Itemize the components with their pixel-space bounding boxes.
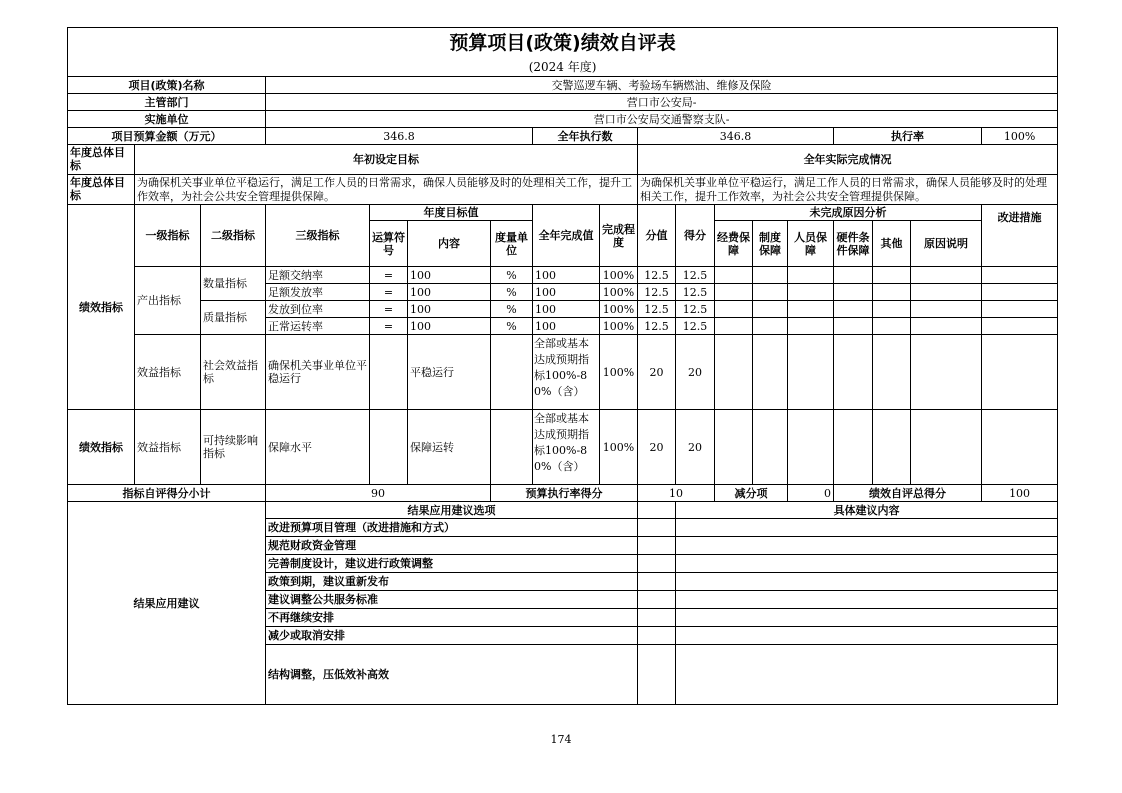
output-indicator-label: 产出指标 bbox=[135, 267, 201, 335]
indicator-score: 12.5 bbox=[676, 267, 715, 284]
empty-cell bbox=[911, 284, 982, 301]
indicator-value: 12.5 bbox=[638, 267, 676, 284]
empty-cell bbox=[982, 284, 1058, 301]
indicator-value: 12.5 bbox=[638, 318, 676, 335]
performance-indicator-label: 绩效指标 bbox=[68, 205, 135, 410]
quality-indicator-label: 质量指标 bbox=[201, 301, 266, 335]
benefit1-level2: 社会效益指标 bbox=[201, 335, 266, 410]
suggestion-detail-cell bbox=[676, 645, 1058, 705]
col-r3: 人员保障 bbox=[788, 221, 834, 267]
col-r5: 其他 bbox=[873, 221, 911, 267]
empty-cell bbox=[370, 410, 408, 485]
unit-label: 实施单位 bbox=[68, 111, 266, 128]
empty-cell bbox=[788, 267, 834, 284]
budget-score-value: 10 bbox=[638, 485, 715, 502]
benefit2-score: 20 bbox=[676, 410, 715, 485]
col-reason-group: 未完成原因分析 bbox=[715, 205, 982, 221]
actual-goal-content: 为确保机关事业单位平稳运行，满足工作人员的日常需求，确保人员能够及时的处理相关工作，提升工作效率，为社会公共安全管理提供保障。 bbox=[640, 175, 1047, 203]
indicator-name: 足额发放率 bbox=[266, 284, 370, 301]
deduct-value: 0 bbox=[788, 485, 834, 502]
table-row bbox=[68, 267, 1058, 284]
suggestion-option: 减少或取消安排 bbox=[266, 627, 638, 645]
indicator-degree: 100% bbox=[600, 284, 638, 301]
indicator-operator: = bbox=[370, 301, 408, 318]
col-target-group: 年度目标值 bbox=[370, 205, 533, 221]
col-level3: 三级指标 bbox=[266, 205, 370, 267]
benefit2-actual: 全部或基本达成预期指标100%-80%（含） bbox=[534, 411, 589, 473]
indicator-score: 12.5 bbox=[676, 318, 715, 335]
actual-goal-header: 全年实际完成情况 bbox=[638, 145, 1058, 175]
suggestion-option: 不再继续安排 bbox=[266, 609, 638, 627]
empty-cell bbox=[911, 267, 982, 284]
initial-goal-content: 为确保机关事业单位平稳运行，满足工作人员的日常需求，确保人员能够及时的处理相关工作，提升工作效率，为社会公共安全管理提供保障。 bbox=[137, 175, 632, 203]
dept-value: 营口市公安局- bbox=[266, 94, 1058, 111]
empty-cell bbox=[788, 301, 834, 318]
empty-cell bbox=[753, 267, 788, 284]
empty-cell bbox=[753, 335, 788, 410]
budget-label: 项目预算金额（万元） bbox=[68, 128, 266, 145]
indicator-content: 100 bbox=[408, 284, 491, 301]
empty-cell bbox=[873, 301, 911, 318]
exec-label: 全年执行数 bbox=[533, 128, 638, 145]
indicator-content: 100 bbox=[408, 301, 491, 318]
suggestion-section-label: 结果应用建议 bbox=[68, 502, 266, 705]
indicator-degree: 100% bbox=[600, 301, 638, 318]
empty-cell bbox=[753, 410, 788, 485]
benefit1-level1: 效益指标 bbox=[135, 335, 201, 410]
suggestion-detail-cell bbox=[676, 573, 1058, 591]
indicator-degree: 100% bbox=[600, 318, 638, 335]
benefit2-content: 保障运转 bbox=[408, 410, 491, 485]
suggestion-check-cell bbox=[638, 573, 676, 591]
indicator-actual: 100 bbox=[533, 267, 600, 284]
empty-cell bbox=[753, 284, 788, 301]
empty-cell bbox=[753, 301, 788, 318]
benefit1-degree: 100% bbox=[600, 335, 638, 410]
total-score-value: 100 bbox=[982, 485, 1058, 502]
indicator-value: 12.5 bbox=[638, 284, 676, 301]
unit-value: 营口市公安局交通警察支队- bbox=[266, 111, 1058, 128]
budget-score-label: 预算执行率得分 bbox=[491, 485, 638, 502]
suggestion-check-cell bbox=[638, 609, 676, 627]
indicator-score: 12.5 bbox=[676, 284, 715, 301]
empty-cell bbox=[638, 502, 676, 519]
annual-goal-label-text: 年度总体目标 bbox=[70, 145, 125, 172]
empty-cell bbox=[982, 335, 1058, 410]
benefit1-actual-cell bbox=[533, 335, 600, 410]
empty-cell bbox=[911, 410, 982, 485]
col-r6: 原因说明 bbox=[911, 221, 982, 267]
empty-cell bbox=[715, 410, 753, 485]
empty-cell bbox=[715, 335, 753, 410]
suggestion-detail-cell bbox=[676, 537, 1058, 555]
indicator-operator: = bbox=[370, 318, 408, 335]
indicator-content: 100 bbox=[408, 267, 491, 284]
empty-cell bbox=[982, 318, 1058, 335]
col-score: 得分 bbox=[676, 205, 715, 267]
empty-cell bbox=[834, 318, 873, 335]
indicator-content: 100 bbox=[408, 318, 491, 335]
suggestion-detail-cell bbox=[676, 555, 1058, 573]
empty-cell bbox=[491, 335, 533, 410]
subtotal-value: 90 bbox=[266, 485, 491, 502]
suggestion-check-cell bbox=[638, 519, 676, 537]
suggestion-option: 建议调整公共服务标准 bbox=[266, 591, 638, 609]
table-row bbox=[68, 301, 1058, 318]
indicator-unit: % bbox=[491, 301, 533, 318]
actual-goal-text bbox=[638, 175, 1058, 205]
benefit1-score: 20 bbox=[676, 335, 715, 410]
subtotal-label: 指标自评得分小计 bbox=[68, 485, 266, 502]
empty-cell bbox=[873, 410, 911, 485]
empty-cell bbox=[911, 301, 982, 318]
rate-value: 100% bbox=[982, 128, 1058, 145]
col-unit: 度量单位 bbox=[491, 221, 533, 267]
initial-goal-header: 年初设定目标 bbox=[135, 145, 638, 175]
year-subtitle: (2024 年度) bbox=[528, 60, 597, 74]
suggestion-detail-cell bbox=[676, 591, 1058, 609]
col-content: 内容 bbox=[408, 221, 491, 267]
empty-cell bbox=[753, 318, 788, 335]
benefit2-level3: 保障水平 bbox=[266, 410, 370, 485]
rate-label: 执行率 bbox=[834, 128, 982, 145]
suggestion-option: 改进预算项目管理（改进措施和方式） bbox=[266, 519, 638, 537]
col-degree: 完成程度 bbox=[600, 205, 638, 267]
page-title: 预算项目(政策)绩效自评表 bbox=[449, 32, 676, 54]
empty-cell bbox=[788, 318, 834, 335]
col-actual: 全年完成值 bbox=[533, 205, 600, 267]
indicator-actual: 100 bbox=[533, 318, 600, 335]
suggestion-option: 规范财政资金管理 bbox=[266, 537, 638, 555]
indicator-unit: % bbox=[491, 284, 533, 301]
empty-cell bbox=[873, 318, 911, 335]
empty-cell bbox=[834, 335, 873, 410]
suggestion-check-cell bbox=[638, 645, 676, 705]
annual-goal-label-2 bbox=[68, 175, 135, 205]
indicator-score: 12.5 bbox=[676, 301, 715, 318]
deduct-label: 减分项 bbox=[715, 485, 788, 502]
benefit1-value: 20 bbox=[638, 335, 676, 410]
suggestion-check-cell bbox=[638, 537, 676, 555]
suggestion-check-cell bbox=[638, 627, 676, 645]
benefit2-level1: 效益指标 bbox=[135, 410, 201, 485]
benefit1-actual: 全部或基本达成预期指标100%-80%（含） bbox=[534, 336, 589, 398]
col-operator: 运算符号 bbox=[370, 221, 408, 267]
project-name-value: 交警巡逻车辆、考验场车辆燃油、维修及保险 bbox=[266, 77, 1058, 94]
benefit2-value: 20 bbox=[638, 410, 676, 485]
empty-cell bbox=[834, 301, 873, 318]
exec-value: 346.8 bbox=[638, 128, 834, 145]
empty-cell bbox=[715, 318, 753, 335]
empty-cell bbox=[982, 410, 1058, 485]
table-row bbox=[68, 410, 1058, 485]
indicator-degree: 100% bbox=[600, 267, 638, 284]
indicator-value: 12.5 bbox=[638, 301, 676, 318]
benefit2-actual-cell bbox=[533, 410, 600, 485]
empty-cell bbox=[491, 410, 533, 485]
suggestion-detail-header: 具体建议内容 bbox=[676, 502, 1058, 519]
empty-cell bbox=[911, 318, 982, 335]
project-name-label: 项目(政策)名称 bbox=[68, 77, 266, 94]
initial-goal-text bbox=[135, 175, 638, 205]
page-number: 174 bbox=[550, 733, 572, 746]
benefit2-level2: 可持续影响指标 bbox=[201, 410, 266, 485]
empty-cell bbox=[834, 267, 873, 284]
empty-cell bbox=[788, 410, 834, 485]
col-r2: 制度保障 bbox=[753, 221, 788, 267]
suggestion-options-header: 结果应用建议选项 bbox=[266, 502, 638, 519]
empty-cell bbox=[834, 410, 873, 485]
empty-cell bbox=[370, 335, 408, 410]
benefit1-content: 平稳运行 bbox=[408, 335, 491, 410]
indicator-unit: % bbox=[491, 318, 533, 335]
indicator-operator: = bbox=[370, 267, 408, 284]
empty-cell bbox=[873, 335, 911, 410]
col-r4: 硬件条件保障 bbox=[834, 221, 873, 267]
suggestion-check-cell bbox=[638, 555, 676, 573]
indicator-name: 正常运转率 bbox=[266, 318, 370, 335]
evaluation-sheet bbox=[67, 27, 1055, 705]
performance-indicator-label-2: 绩效指标 bbox=[68, 410, 135, 485]
benefit2-degree: 100% bbox=[600, 410, 638, 485]
empty-cell bbox=[911, 335, 982, 410]
empty-cell bbox=[982, 267, 1058, 284]
empty-cell bbox=[715, 284, 753, 301]
empty-cell bbox=[788, 335, 834, 410]
budget-value: 346.8 bbox=[266, 128, 533, 145]
annual-goal-label bbox=[68, 145, 135, 175]
col-improve: 改进措施 bbox=[982, 205, 1058, 267]
empty-cell bbox=[715, 301, 753, 318]
indicator-name: 发放到位率 bbox=[266, 301, 370, 318]
evaluation-table bbox=[67, 27, 1058, 705]
suggestion-detail-cell bbox=[676, 627, 1058, 645]
col-score-value: 分值 bbox=[638, 205, 676, 267]
indicator-name: 足额交纳率 bbox=[266, 267, 370, 284]
empty-cell bbox=[873, 267, 911, 284]
suggestion-option: 政策到期，建议重新发布 bbox=[266, 573, 638, 591]
col-level2: 二级指标 bbox=[201, 205, 266, 267]
annual-goal-label-2-text: 年度总体目标 bbox=[70, 175, 125, 202]
quantity-indicator-label: 数量指标 bbox=[201, 267, 266, 301]
table-row bbox=[68, 335, 1058, 410]
dept-label: 主管部门 bbox=[68, 94, 266, 111]
col-r1: 经费保障 bbox=[715, 221, 753, 267]
indicator-actual: 100 bbox=[533, 284, 600, 301]
col-level1: 一级指标 bbox=[135, 205, 201, 267]
empty-cell bbox=[873, 284, 911, 301]
suggestion-detail-cell bbox=[676, 609, 1058, 627]
empty-cell bbox=[715, 267, 753, 284]
total-score-label: 绩效自评总得分 bbox=[834, 485, 982, 502]
empty-cell bbox=[982, 301, 1058, 318]
suggestion-detail-cell bbox=[676, 519, 1058, 537]
indicator-unit: % bbox=[491, 267, 533, 284]
empty-cell bbox=[834, 284, 873, 301]
suggestion-check-cell bbox=[638, 591, 676, 609]
suggestion-option: 完善制度设计，建议进行政策调整 bbox=[266, 555, 638, 573]
indicator-actual: 100 bbox=[533, 301, 600, 318]
indicator-operator: = bbox=[370, 284, 408, 301]
benefit1-level3: 确保机关事业单位平稳运行 bbox=[266, 335, 370, 410]
suggestion-option: 结构调整，压低效补高效 bbox=[266, 645, 638, 705]
empty-cell bbox=[788, 284, 834, 301]
